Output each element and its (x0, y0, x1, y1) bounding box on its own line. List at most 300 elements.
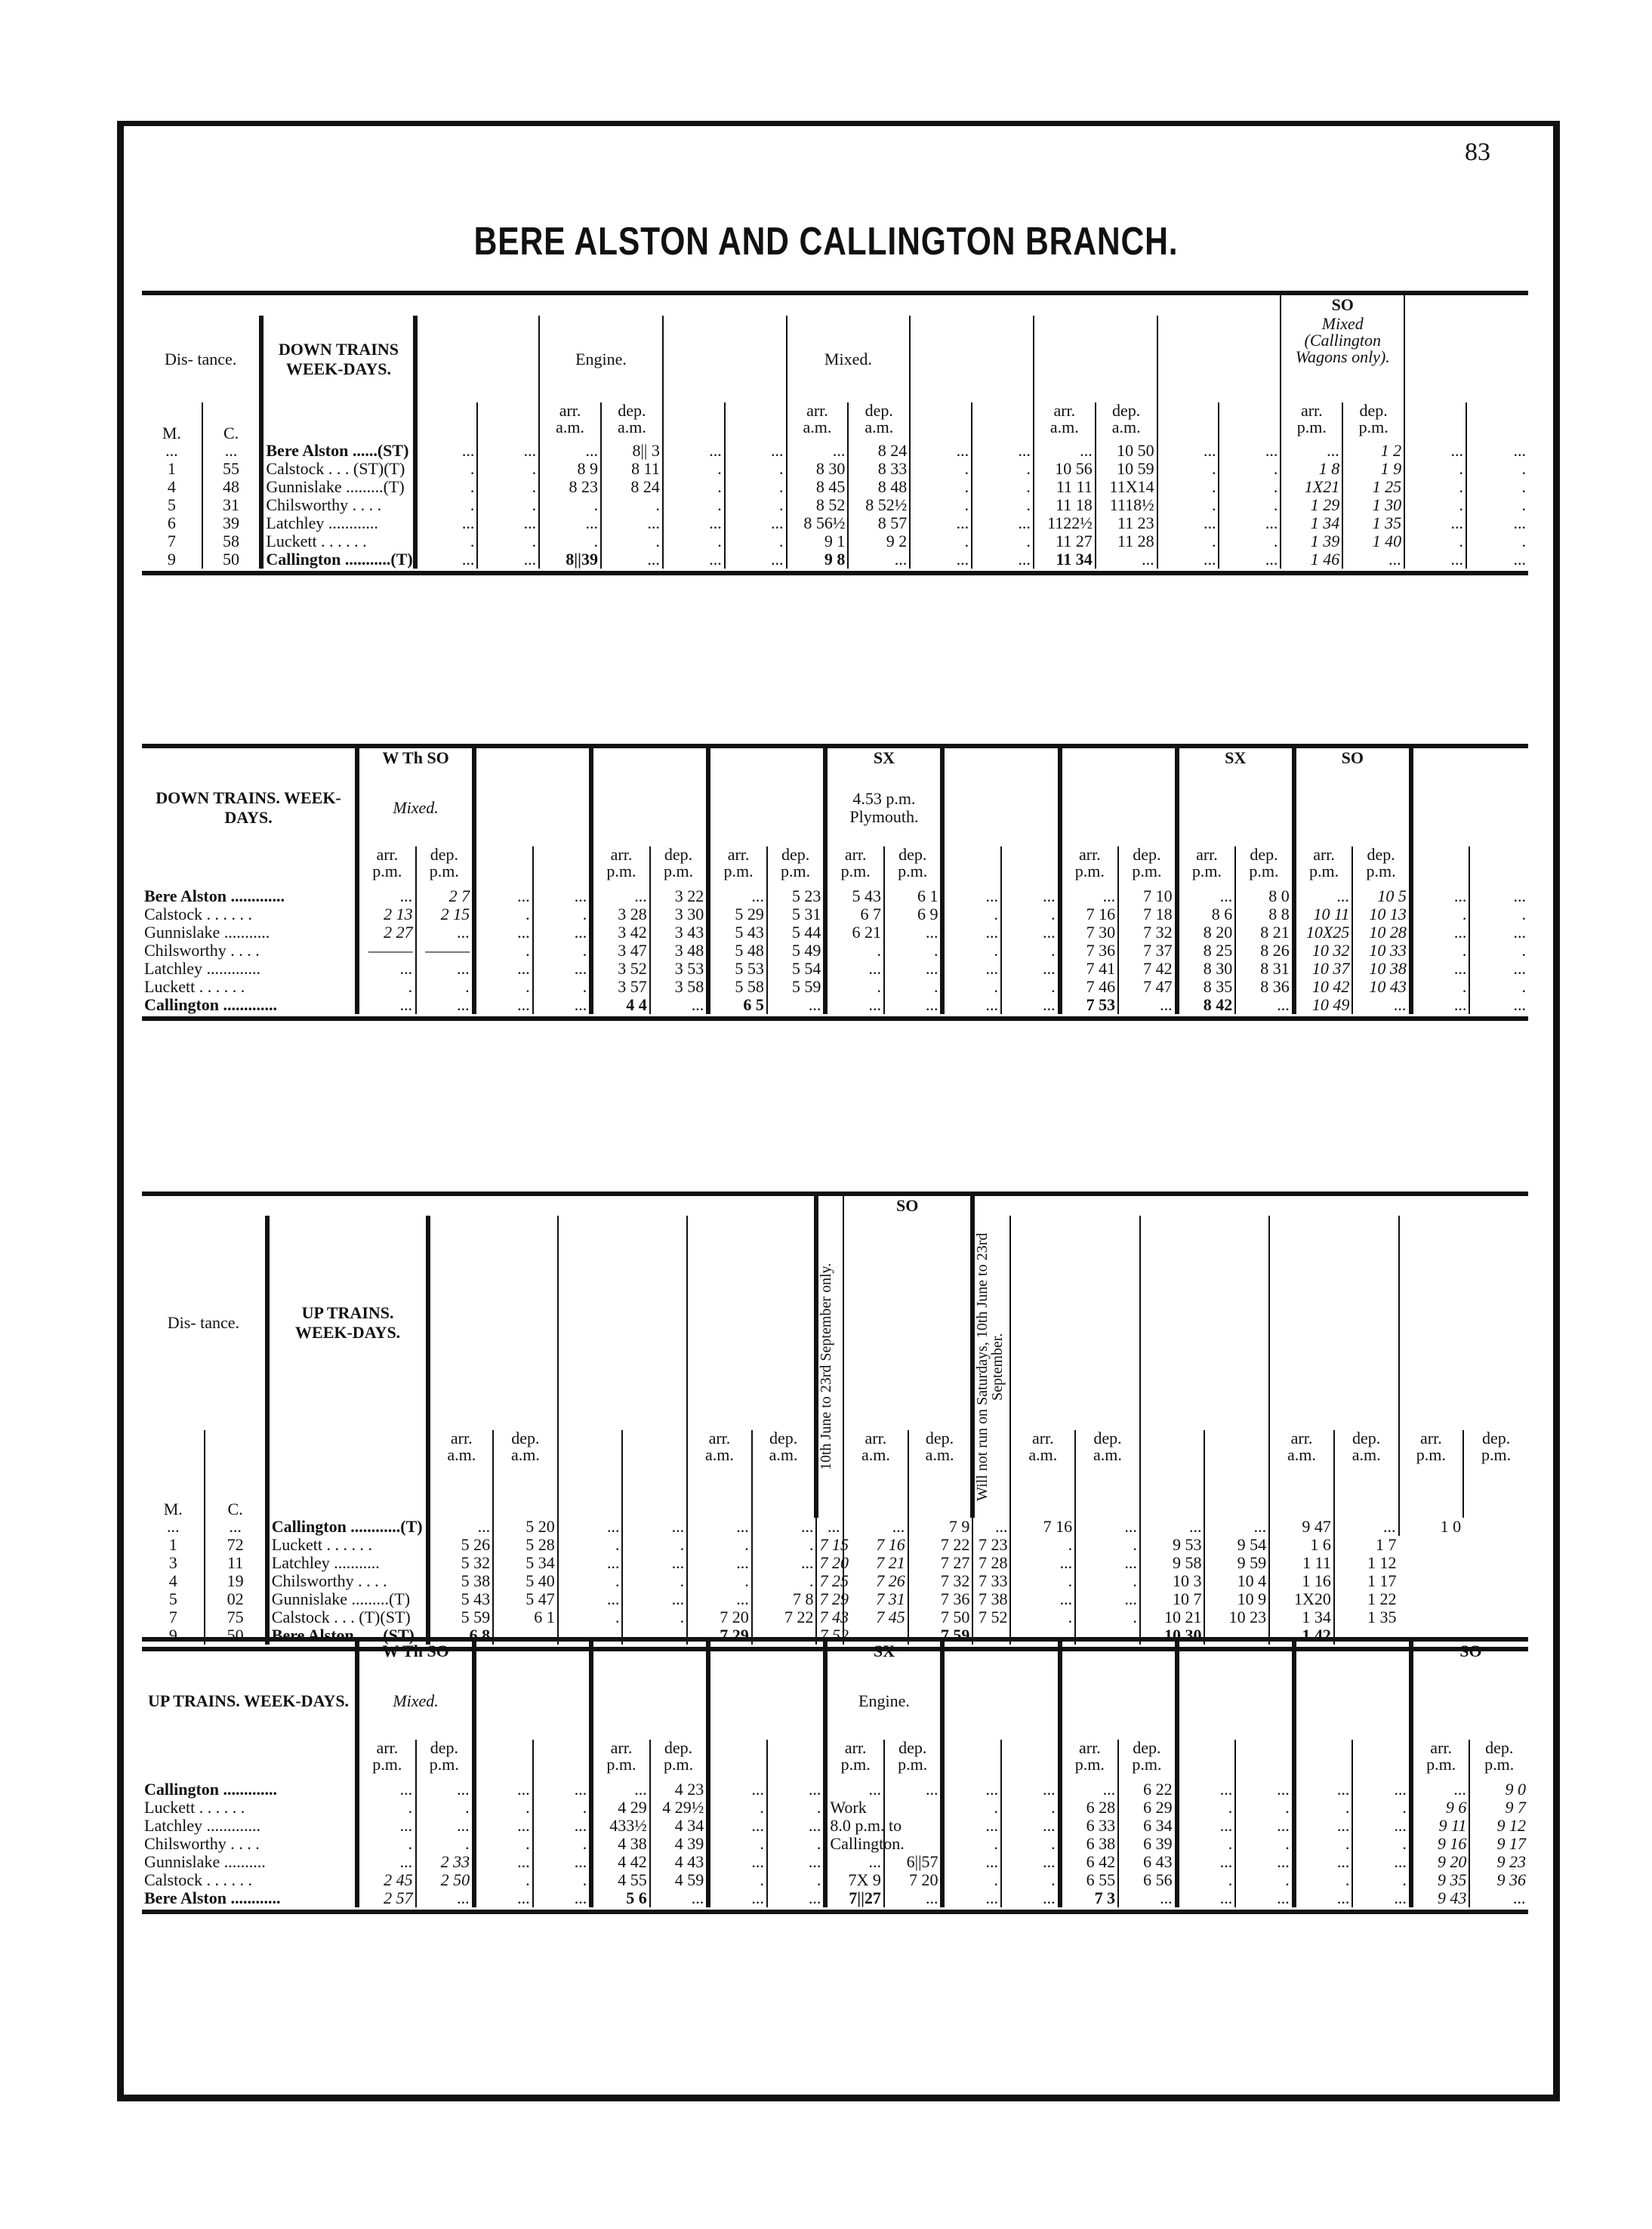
time-cell: 8||39 (539, 550, 601, 569)
time-cell: ... (601, 550, 663, 569)
time-cell: 4 55 (591, 1871, 650, 1889)
time-cell: ——— (416, 942, 475, 960)
time-cell: ... (708, 1853, 767, 1871)
station-name: Callington ............. (144, 995, 278, 1014)
time-cell: ... (1060, 1780, 1119, 1799)
service-code-label: SO (1411, 1639, 1528, 1662)
time-cell: ... (663, 442, 725, 460)
time-cell: 3 58 (650, 978, 709, 996)
time-cell: ... (942, 1817, 1001, 1835)
dep-header (416, 846, 475, 887)
arr-label: arr. (1419, 1429, 1442, 1448)
so-label: SO (1281, 293, 1404, 316)
arr-header (687, 1430, 752, 1518)
time-cell: 9 1 (787, 532, 849, 550)
pm-label: p.m. (1308, 862, 1339, 880)
time-cell: . (663, 460, 725, 478)
am-label: a.m. (1351, 1445, 1381, 1465)
time-cell: ... (1235, 1853, 1294, 1871)
time-cell: 7 46 (1060, 978, 1119, 996)
time-cell: ... (533, 1889, 592, 1907)
time-cell: ... (1219, 514, 1281, 532)
am-label: a.m. (617, 418, 646, 436)
time-cell: ... (1469, 996, 1528, 1014)
pm-label: p.m. (606, 862, 636, 880)
time-cell: . (622, 1608, 687, 1626)
time-cell: 7 28 (972, 1554, 1010, 1572)
pm-label: p.m. (606, 1755, 636, 1774)
time-cell: ... (910, 514, 972, 532)
time-cell: 2 27 (357, 923, 416, 942)
dep-header (1096, 402, 1157, 442)
time-cell: 3 47 (591, 942, 650, 960)
time-cell: ... (601, 514, 663, 532)
time-cell: ... (848, 550, 910, 569)
time-cell: 5 59 (428, 1608, 493, 1626)
time-cell: . (725, 460, 787, 478)
time-cell: ... (1219, 550, 1281, 569)
time-cell: ... (1404, 514, 1466, 532)
time-cell: ... (767, 1853, 826, 1871)
time-cell: 6 5 (708, 996, 767, 1014)
time-cell: . (1469, 978, 1528, 996)
time-cell: 4 34 (650, 1817, 709, 1835)
time-cell: 5 44 (767, 923, 826, 942)
time-cell: . (884, 978, 943, 996)
time-cell: ... (942, 960, 1001, 978)
time-cell: . (1404, 460, 1466, 478)
arr-label: arr. (376, 845, 399, 864)
pm-label: p.m. (1191, 862, 1222, 880)
time-cell: . (910, 478, 972, 496)
time-cell: ... (972, 1626, 1010, 1645)
time-cell: ... (357, 887, 416, 905)
time-cell: ... (1001, 1853, 1060, 1871)
time-cell: 7 38 (972, 1590, 1010, 1608)
arr-label: arr. (1300, 401, 1323, 420)
time-cell: 11 27 (1034, 532, 1096, 550)
time-cell: 6 8 (428, 1626, 493, 1645)
service-code-label (591, 746, 708, 769)
miles-value: 6 (167, 513, 176, 532)
time-cell: ... (474, 996, 533, 1014)
time-cell: Work (825, 1799, 884, 1817)
time-cell: ... (1204, 1518, 1269, 1536)
dep-label: dep. (1352, 1429, 1381, 1448)
station-name: Gunnislake .........(T) (267, 1590, 429, 1608)
time-cell: 5 43 (428, 1590, 493, 1608)
dep-header (493, 1430, 558, 1518)
time-cell: 5 38 (428, 1572, 493, 1590)
time-cell: 8.0 p.m. to (825, 1817, 884, 1835)
time-cell: ... (1075, 1590, 1140, 1608)
time-cell: ... (1469, 960, 1528, 978)
time-cell: . (752, 1536, 817, 1554)
time-cell: ... (767, 1780, 826, 1799)
time-cell: 4 23 (650, 1780, 709, 1799)
time-cell: 1X20 (1269, 1590, 1334, 1608)
am-label: a.m. (803, 418, 832, 436)
time-cell: 8 9 (539, 460, 601, 478)
table-row (142, 1590, 1528, 1608)
pm-label: p.m. (663, 862, 694, 880)
time-cell: 7 42 (1118, 960, 1177, 978)
miles-value: 9 (168, 1626, 177, 1645)
time-cell: ... (357, 1780, 416, 1799)
time-cell: . (474, 942, 533, 960)
chains-value: 72 (205, 1536, 267, 1554)
direction-header: DOWN TRAINS. WEEK-DAYS. (156, 788, 341, 827)
time-cell: . (1411, 942, 1470, 960)
time-cell: 7 23 (972, 1536, 1010, 1554)
time-cell: . (415, 478, 477, 496)
time-cell: 5 48 (708, 942, 767, 960)
time-cell: 1 30 (1342, 496, 1404, 514)
time-cell: 7 33 (972, 1572, 1010, 1590)
arr-label: arr. (806, 401, 828, 420)
arr-label: arr. (727, 845, 750, 864)
station-name: Latchley ............ (261, 514, 415, 532)
chains-value: 02 (205, 1590, 267, 1608)
arr-label: arr. (1313, 845, 1335, 864)
time-cell: 8 31 (1235, 960, 1294, 978)
time-cell: 1 9 (1342, 460, 1404, 478)
time-cell: 8 48 (848, 478, 910, 496)
time-cell: . (1469, 905, 1528, 923)
service-type-label (708, 769, 825, 846)
time-cell: . (1404, 496, 1466, 514)
dep-label: dep. (1112, 401, 1141, 420)
arr-label: arr. (559, 401, 581, 420)
time-cell: ... (884, 996, 943, 1014)
time-cell: . (539, 496, 601, 514)
pm-label: p.m. (429, 1755, 459, 1774)
time-cell: ... (942, 1889, 1001, 1907)
table-row (142, 1871, 1528, 1889)
time-cell: 7 52 (972, 1608, 1010, 1626)
arr-header (1177, 846, 1236, 887)
time-cell: . (474, 1799, 533, 1817)
miles-value: 7 (168, 1608, 177, 1626)
time-cell: ... (415, 514, 477, 532)
service-type-label (474, 769, 591, 846)
time-cell: 9 17 (1469, 1835, 1528, 1853)
service-type-label (1060, 1662, 1177, 1740)
time-cell: . (1219, 460, 1281, 478)
time-cell: ... (1177, 887, 1236, 905)
dep-label: dep. (1133, 1738, 1161, 1757)
time-cell: 9 58 (1140, 1554, 1205, 1572)
time-cell: ... (972, 1518, 1010, 1536)
service-code-label (942, 1639, 1059, 1662)
time-cell: 5 20 (493, 1518, 558, 1536)
time-cell: ... (622, 1554, 687, 1572)
am-label: a.m. (1028, 1445, 1058, 1465)
time-cell: 7 26 (843, 1572, 908, 1590)
time-cell: ... (1118, 996, 1177, 1014)
time-cell: 10 43 (1352, 978, 1411, 996)
time-cell: . (1235, 1871, 1294, 1889)
time-cell: ... (1001, 923, 1060, 942)
time-cell: 8 26 (1235, 942, 1294, 960)
time-cell: ... (1411, 1780, 1470, 1799)
time-cell: . (1001, 1835, 1060, 1853)
time-cell: 10 21 (1140, 1608, 1205, 1626)
time-cell: ... (428, 1518, 493, 1536)
time-cell: ... (1352, 1889, 1411, 1907)
time-cell: 3 42 (591, 923, 650, 942)
distance-header: Dis- tance. (165, 349, 237, 368)
arr-header (825, 846, 884, 887)
blank-header (533, 1740, 592, 1780)
time-cell: 7 45 (843, 1608, 908, 1626)
time-cell: 1 0 (1399, 1518, 1464, 1536)
dep-header (908, 1430, 973, 1518)
time-cell: . (752, 1572, 817, 1590)
table-row (142, 496, 1528, 514)
time-cell: 7||27 (825, 1889, 884, 1907)
dep-label: dep. (1250, 845, 1278, 864)
chains-value: ... (202, 442, 262, 460)
time-cell: 1 35 (1342, 514, 1404, 532)
time-cell: 1118½ (1096, 496, 1157, 514)
time-cell: 1 29 (1281, 496, 1342, 514)
arr-header (357, 1740, 416, 1780)
time-cell: 3 28 (591, 905, 650, 923)
time-cell: 7 53 (1060, 996, 1119, 1014)
dep-label: dep. (618, 401, 646, 420)
distance-header: Dis- tance. (167, 1313, 240, 1333)
time-cell: ... (493, 1626, 558, 1645)
time-cell: Callington. (825, 1835, 884, 1853)
time-cell: ... (767, 1817, 826, 1835)
time-cell: ... (357, 960, 416, 978)
time-cell: 4 42 (591, 1853, 650, 1871)
time-cell: ... (558, 1518, 623, 1536)
station-name: Luckett . . . . . . (267, 1536, 429, 1554)
time-cell: ... (942, 996, 1001, 1014)
time-cell: 10 9 (1204, 1590, 1269, 1608)
time-cell: 8 6 (1177, 905, 1236, 923)
time-cell: ... (1075, 1518, 1140, 1536)
service-type-label (942, 769, 1059, 846)
time-cell: 4 29½ (650, 1799, 709, 1817)
time-cell: ... (1404, 442, 1466, 460)
time-cell: ... (1466, 550, 1528, 569)
time-cell: . (1294, 1799, 1353, 1817)
dep-header (1463, 1430, 1528, 1518)
time-cell: ... (1352, 996, 1411, 1014)
time-cell: 7 25 (816, 1572, 843, 1590)
time-cell: . (477, 478, 539, 496)
dep-label: dep. (1481, 1429, 1511, 1448)
time-cell: 5 6 (591, 1889, 650, 1907)
time-cell: 3 43 (650, 923, 709, 942)
dep-label: dep. (1093, 1429, 1122, 1448)
time-cell: 4 59 (650, 1871, 709, 1889)
arr-header (843, 1430, 908, 1518)
time-cell: 11X14 (1096, 478, 1157, 496)
time-cell: . (663, 496, 725, 514)
time-cell: 1 25 (1342, 478, 1404, 496)
time-cell: 6 1 (884, 887, 943, 905)
arr-header (787, 402, 849, 442)
time-cell: . (357, 1799, 416, 1817)
direction-header: DOWN TRAINS WEEK-DAYS. (261, 316, 415, 402)
table-row (142, 1817, 1528, 1835)
dep-header (1118, 1740, 1177, 1780)
pm-label: p.m. (840, 1755, 871, 1774)
station-name: Luckett . . . . . . (261, 532, 415, 550)
arr-header (539, 402, 601, 442)
time-cell: 8 21 (1235, 923, 1294, 942)
time-cell: ... (825, 1853, 884, 1871)
time-cell: ... (1411, 960, 1470, 978)
time-cell: ... (1010, 1626, 1075, 1645)
time-cell: ... (752, 1518, 817, 1536)
arr-header (1411, 1740, 1470, 1780)
time-cell: . (1219, 532, 1281, 550)
time-cell: 6 21 (825, 923, 884, 942)
time-cell: 10 33 (1352, 942, 1411, 960)
time-cell: 6 9 (884, 905, 943, 923)
time-cell: ... (558, 1626, 623, 1645)
pm-label: p.m. (1426, 1755, 1456, 1774)
time-cell: . (942, 1835, 1001, 1853)
time-cell: . (910, 532, 972, 550)
time-cell: 6 33 (1060, 1817, 1119, 1835)
time-cell: 5 23 (767, 887, 826, 905)
pm-label: p.m. (1249, 862, 1279, 880)
service-code-label: SO (1294, 746, 1411, 769)
time-cell: . (1469, 942, 1528, 960)
blank-header (1204, 1430, 1269, 1518)
time-cell: 7 50 (908, 1608, 973, 1626)
time-cell: 1 7 (1334, 1536, 1399, 1554)
time-cell: ... (533, 996, 592, 1014)
time-cell: 1 8 (1281, 460, 1342, 478)
time-cell: ... (1411, 887, 1470, 905)
station-name: Latchley ........... (267, 1554, 429, 1572)
arr-label: arr. (610, 1738, 633, 1757)
table-row (142, 1554, 1528, 1572)
arr-label: arr. (865, 1429, 887, 1448)
pm-label: p.m. (1366, 862, 1396, 880)
time-cell: ... (767, 1889, 826, 1907)
time-cell: 1 42 (1269, 1626, 1334, 1645)
time-cell: . (825, 942, 884, 960)
service-code-label (1060, 1639, 1177, 1662)
time-cell: . (725, 532, 787, 550)
arr-header (708, 846, 767, 887)
time-cell: . (767, 1871, 826, 1889)
time-cell: 10 49 (1294, 996, 1353, 1014)
time-cell: 9 35 (1411, 1871, 1470, 1889)
time-cell: . (1157, 478, 1219, 496)
time-cell: . (533, 1871, 592, 1889)
time-cell: . (1466, 478, 1528, 496)
time-cell: ... (725, 550, 787, 569)
arr-header (825, 1740, 884, 1780)
time-cell: ... (884, 923, 943, 942)
time-cell: 1122½ (1034, 514, 1096, 532)
time-cell: ... (1469, 1889, 1528, 1907)
time-cell: 2 50 (416, 1871, 475, 1889)
station-name: Bere Alston ......(ST) (267, 1626, 429, 1645)
time-cell: 3 22 (650, 887, 709, 905)
am-label: a.m. (510, 1445, 540, 1465)
arr-header (1281, 402, 1342, 442)
time-cell: . (942, 905, 1001, 923)
am-label: a.m. (925, 1445, 954, 1465)
note-not-saturdays: Will not run on Saturdays, 10th June to 23rd September. (974, 1232, 1006, 1501)
time-cell: 6 28 (1060, 1799, 1119, 1817)
time-cell: ... (687, 1518, 752, 1536)
pm-label: p.m. (1481, 1445, 1512, 1465)
time-cell: ... (1294, 887, 1353, 905)
arr-label: arr. (1196, 845, 1218, 864)
time-cell: 9 12 (1469, 1817, 1528, 1835)
miles-value: 4 (167, 477, 176, 496)
c-header: C. (205, 1430, 267, 1518)
time-cell: 10 7 (1140, 1590, 1205, 1608)
time-cell: 8 42 (1177, 996, 1236, 1014)
arr-label: arr. (844, 845, 867, 864)
time-cell: ... (910, 442, 972, 460)
time-cell: 8 35 (1177, 978, 1236, 996)
time-cell: ... (1294, 1889, 1353, 1907)
time-cell (884, 1799, 943, 1817)
time-cell: ... (1010, 1554, 1075, 1572)
pm-label: p.m. (1132, 1755, 1162, 1774)
table-row (142, 1889, 1528, 1907)
time-cell: 11 11 (1034, 478, 1096, 496)
time-cell: 7 3 (1060, 1889, 1119, 1907)
time-cell: ... (474, 1889, 533, 1907)
time-cell: ... (816, 1518, 843, 1536)
m-header: M. (162, 424, 181, 442)
time-cell: ... (650, 996, 709, 1014)
time-cell: ... (1466, 514, 1528, 532)
time-cell: ... (1177, 1889, 1236, 1907)
time-cell: 1 12 (1334, 1554, 1399, 1572)
time-cell: 9 43 (1411, 1889, 1470, 1907)
time-cell: . (415, 532, 477, 550)
time-cell: 3 53 (650, 960, 709, 978)
time-cell: . (1411, 905, 1470, 923)
time-cell: ... (910, 550, 972, 569)
time-cell: 5 40 (493, 1572, 558, 1590)
arr-label: arr. (1079, 845, 1101, 864)
time-cell: 6 42 (1060, 1853, 1119, 1871)
time-cell: ... (1404, 550, 1466, 569)
table-row (142, 442, 1528, 460)
station-name: Gunnislake ........... (144, 923, 270, 942)
time-cell: . (825, 978, 884, 996)
time-cell: 9 11 (1411, 1817, 1470, 1835)
time-cell: . (1177, 1799, 1236, 1817)
time-cell: 9 0 (1469, 1780, 1528, 1799)
time-cell: ... (942, 887, 1001, 905)
chains-value: 48 (202, 478, 262, 496)
time-cell: ... (416, 1817, 475, 1835)
dep-header (752, 1430, 817, 1518)
blank-header (972, 402, 1034, 442)
time-cell: 8 0 (1235, 887, 1294, 905)
arr-header (1060, 1740, 1119, 1780)
time-cell: . (558, 1608, 623, 1626)
time-cell: 11 18 (1034, 496, 1096, 514)
